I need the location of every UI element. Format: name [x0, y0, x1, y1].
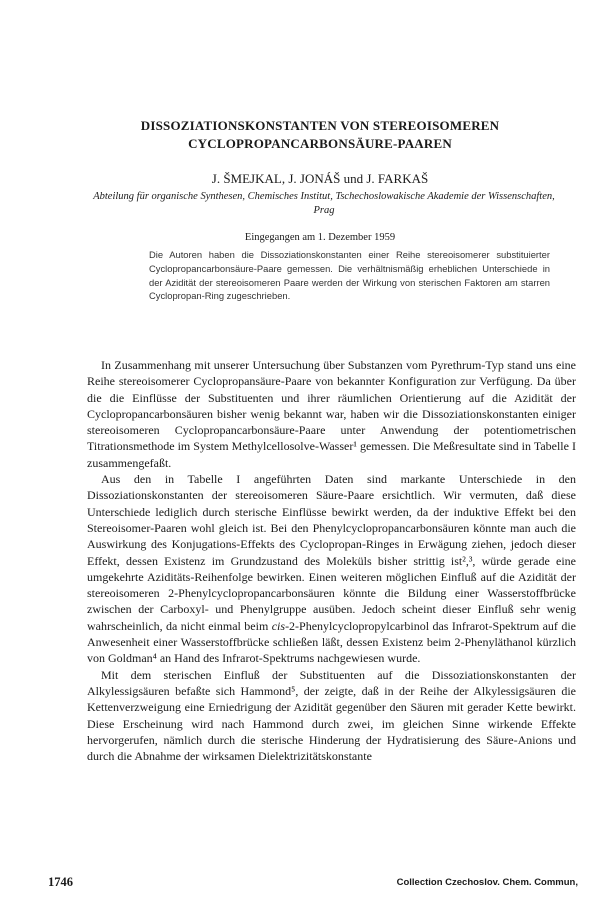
journal-name: Collection Czechoslov. Chem. Commun, — [396, 877, 578, 888]
paragraph-2 — [87, 471, 576, 667]
received-date: Eingegangen am 1. Dezember 1959 — [244, 232, 396, 243]
affiliation: Abteilung für organische Synthesen, Chemisches Institut, Tschechoslowakische Akademie der Wissenschaften, Prag — [93, 191, 555, 216]
paragraph-1: In Zusammenhang mit unserer Untersuchung über Substanzen vom Pyrethrum-Typ stand uns eine Reihe stereoisomerer Cyclopropansäure-Paare von bekannter Konfiguration zur Verfügung. Da über die die Einflüsse der Substituenten und ihrer räumlichen Orientierung auf die Azidität der Cyclopropancarbonsäuren bisher wenig bekannt war, haben wir die Dissoziationskonstanten einiger stereoisomeren Cyclopropancarbonsäure-Paare unter Anwendung der potentiometrischen Titrationsmethode im System Methylcellosolve-Wasser¹ gemessen. Die Meßresultate sind in Tabelle I zusammengefaßt. — [87, 358, 576, 470]
paragraph-3: Mit dem sterischen Einfluß der Substituenten auf die Dissoziationskonstanten der Alkylessigsäuren befaßte sich Hammond⁵, der zeigte, daß in der Reihe der Alkylessigsäuren die Kettenverzweigung eine Erniedrigung der Azidität gegenüber den Säuren mit gerader Kette bewirkt. Diese Erscheinung wird nach Hammond durch zwei, im gleichen Sinne wirkende Effekte hervorgerufen, nämlich durch die sterische Hinderung der Hydratisierung des Säure-Anions und durch die Abnahme der wirksamen Dielektrizitätskonstante — [87, 667, 576, 764]
body-text — [87, 357, 576, 764]
italic-cis: cis — [271, 618, 286, 633]
abstract: Die Autoren haben die Dissoziationskonstanten einer Reihe stereoisomerer substituierter Cyclopropancarbonsäure-Paare gemessen. Die verhältnismäßig erheblichen Unterschiede in der Azidität der stereoisomeren Paare werden der Wirkung von sterischen Faktoren am starren Cyclopropan-Ring zugeschrieben. — [149, 249, 550, 302]
page-number: 1746 — [48, 875, 73, 889]
paragraph-2-rest: -2-Phenylcyclopropylcarbinol das Infrarot-Spektrum auf die Anwesenheit einer Wasserstoffbrücke schließen läßt, dessen Existenz beim 2-Phenyläthanol kürzlich von Goldman⁴ an Hand des Infrarot-Spektrums nachgewiesen wurde. — [87, 618, 576, 666]
title-line-2: CYCLOPROPANCARBONSÄURE-PAAREN — [188, 136, 452, 151]
paragraph-2-text: Aus den in Tabelle I angeführten Daten sind markante Unterschiede in den Dissoziationskonstanten der stereoisomeren Säure-Paare ersichtlich. Wir vermuten, daß diese Unterschiede lediglich durch sterische Einflüsse bewirkt werden, da der induktive Effekt bei den Stereoisomer-Paaren wohl gleich ist. Bei den Phenylcyclopropancarbonsäuren könnte man auch die Auswirkung des Konjugations-Effekts des Cyclopropan-Ringes in Erwägung ziehen, jedoch dieser Effekt, dessen Existenz im Grundzustand des Moleküls bisher strittig ist²,³, würde gerade eine umgekehrte Aziditäts-Reihenfolge bewirken. Einen weiteren möglichen Einfluß auf die Azidität der stereoisomeren 2-Phenylcyclopropancarbonsäuren könnte die Bildung einer Wasserstoffbrücke zwischen der Carboxyl- und Phenylgruppe ausüben. Jedoch scheint dieser Einfluß sehr wenig wahrscheinlich, da nicht einmal beim — [87, 472, 576, 633]
authors: J. ŠMEJKAL, J. JONÁŠ und J. FARKAŠ — [211, 171, 429, 186]
title-line-1: DISSOZIATIONSKONSTANTEN VON STEREOISOMEREN — [140, 118, 500, 133]
